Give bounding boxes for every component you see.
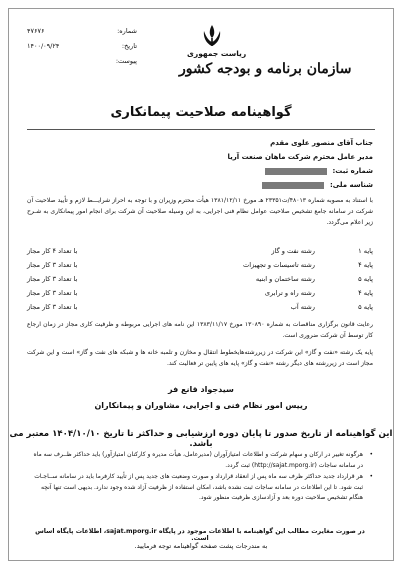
registration-label: شماره ثبت: [332,167,373,175]
grade-count: با تعداد ۴ کار مجاز [27,247,78,255]
organization-name: سازمان برنامه و بودجه کشور [179,61,352,77]
validity-statement: این گواهینامه از تاریخ صدور تا پایان دوره ارزشیابی و حداکثر تا تاریخ ۱۴۰۴/۱۰/۱۰ معتبر می باشد. [9,429,393,449]
iran-emblem-icon [199,23,225,49]
grade-level: پایه ۵ [358,275,373,283]
grade-field: رشته آب [290,303,315,311]
certificate-page [8,8,394,561]
grade-level: پایه ۱ [358,247,373,255]
note-text: هر قرارداد جدید حداکثر ظرف سه ماه پس از انعقاد قرارداد و صورت وضعیت های جدید پس از تأیید کارفرما باید در سامانه ســاجـات ثبت شود. تا این اطلاعات در سامانه ساجات ثبت نشده باشد، امکان استفاده از ظرفیت آزاد شده وجود ندارد. بدیهی است تنها آنچه هنگام تشخیص صلاحیت دوره بعد و آزادسازی ظرفیت منظور شود. [34,473,363,501]
meta-date [27,38,137,53]
grade-field: رشته ساختمان و ابنیه [255,275,315,283]
registration-number [265,167,374,175]
title-divider [27,129,375,130]
note-item [29,472,373,504]
grade-field: رشته راه و ترابری [264,289,315,297]
grade-count: با تعداد ۳ کار مجاز [27,275,78,283]
grade-level: پایه ۵ [358,303,373,311]
oil-gas-paragraph: پایه یک رشته «نفت و گاز» این شرکت در زیررشته‌هایخطوط انتقال و مخازن و تلمبه خانه ها و شبکه های نفت و گاز» است و این شرکت مجاز است در زیررشته های دیگر رشته «نفت و گاز» پایه های پایین تر فعالیت کند. [27,349,373,367]
tender-law-paragraph: رعایت قانون برگزاری مناقصات به شماره ۱۳۰۸۹۰ مورخ ۱۳۸۳/۱۱/۱۷ این نامه های اجرایی مربوطه و ظرفیت کاری مجاز در زمان ارجاع کار توسط آن شرکت ضروری است. [27,321,373,339]
meta-attachment-label: پیوست: [115,56,137,65]
grade-field: رشته نفت و گاز [271,247,315,255]
grade-row [27,286,373,300]
grade-row [27,300,373,314]
meta-number [27,23,137,38]
see-back-notice: به مندرجات پشت صفحه گواهینامه توجه فرمایید. [134,542,268,550]
header-subtitle: ریاست جمهوری [187,49,247,58]
signatory-title: رییس امور نظام فنی و اجرایی، مشاوران و پیمانکاران [94,401,308,410]
grade-count: با تعداد ۳ کار مجاز [27,261,78,269]
note-item [29,450,373,471]
intro-paragraph: با استناد به مصوبه شماره ۴۸۰۱۳/ت۲۳۳۵۱ هـ مورخ ۱۳۸۱/۱۲/۱۱ هیأت محترم وزیران و با توجه به احراز شرایـــط لازم و تأیید صلاحیت آن شرکت در سامانه جامع تشخیص صلاحیت عوامل نظام فنی اجرایی، به این وسیله صلاحیت آن شرکت برای انجام امور پیمانکاری به شـرح زیر اعلام می‌گردد. [27,197,374,226]
bullet-icon: • [369,451,373,458]
letterhead [9,9,393,107]
meta-attachment [27,53,137,68]
recipient-name: جناب آقای منصور علوی مقدم [270,139,373,147]
national-id [262,181,373,189]
grade-row [27,244,373,258]
grade-field: رشته تاسیسات و تجهیزات [243,261,315,269]
meta-number-value: ۴۷۶۷۶ [27,26,45,35]
grade-level: پایه ۴ [358,289,373,297]
bullet-icon: • [369,473,373,480]
grade-level: پایه ۴ [358,261,373,269]
grade-row [27,258,373,272]
recipient-company: مدیر عامل محترم شرکت ماهان صنعت آریا [227,153,373,161]
meta-date-label: تاریخ: [121,41,137,50]
meta-date-value: ۱۴۰۰/۰۹/۲۴ [27,41,60,50]
note-text: هرگونه تغییر در ارکان و سهام شرکت و اطلاعات امتیازآوران (مدیرعامل، هیأت مدیره و کارکنان امتیازآور) باید حداکثر ظــرف سه ماه در سامانه ساجات (http://sajat.mporg.ir) ثبت گردد. [33,451,363,469]
notes-list [29,450,373,505]
national-id-label: شناسه ملی: [329,181,373,189]
letter-meta [27,23,137,68]
redacted-national-id [262,182,324,189]
grade-count: با تعداد ۳ کار مجاز [27,303,78,311]
signatory-name: سیدجواد قانع فر [168,385,234,394]
meta-number-label: شماره: [117,26,137,35]
grade-row [27,272,373,286]
document-title: گواهینامه صلاحیت پیمانکاری [110,105,292,120]
redacted-registration [265,168,327,175]
database-precedence-notice: در صورت مغایرت مطالب این گواهینامه با اطلاعات موجود در پایگاه sajat.mporg.ir، اطلاعات پایگاه اساس است. [35,528,365,542]
grade-count: با تعداد ۳ کار مجاز [27,289,78,297]
grades-list [27,244,373,314]
